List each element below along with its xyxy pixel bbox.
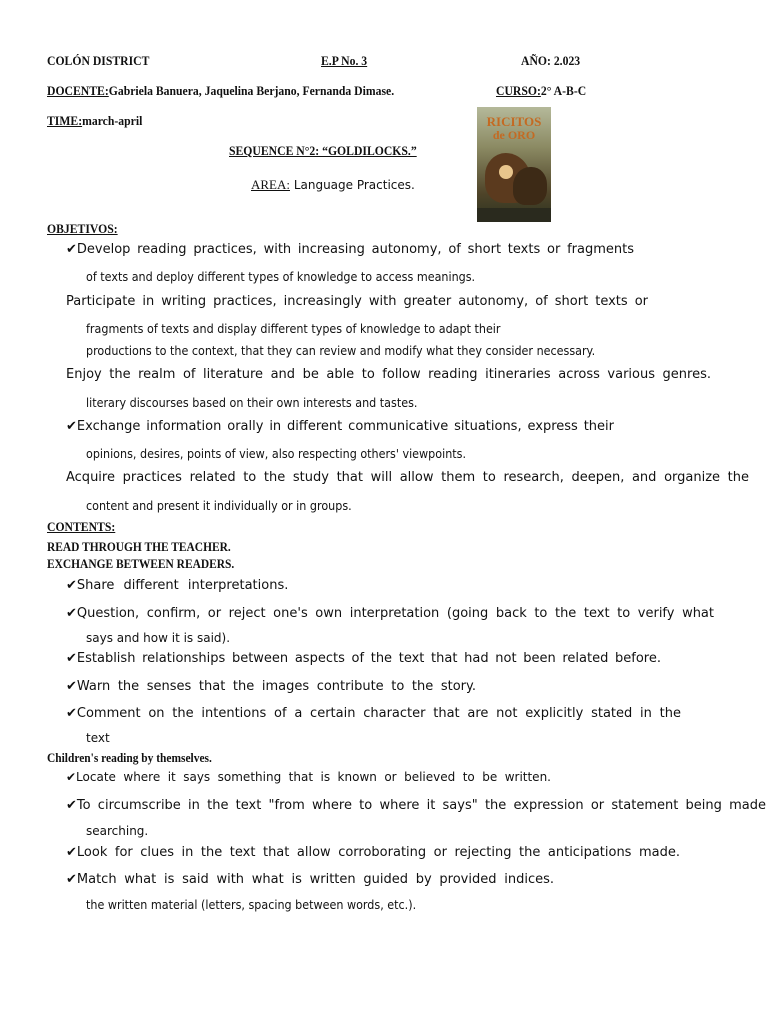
content-line: ✔To circumscribe in the text "from where to where it says" the expression or statement being made: [66, 798, 766, 813]
book-cover-title: RICITOS: [486, 114, 542, 129]
year-label: AÑO: 2.023: [521, 53, 581, 68]
objectives-heading: OBJETIVOS:: [47, 221, 118, 236]
time-label: TIME:: [47, 113, 83, 128]
content-line: the written material (letters, spacing between words, etc.).: [86, 898, 417, 912]
contents-subheading: Children's reading by themselves.: [47, 750, 212, 765]
objective-line: fragments of texts and display different types of knowledge to adapt their: [86, 322, 501, 336]
sequence-title: SEQUENCE N°2: “GOLDILOCKS.”: [229, 143, 417, 158]
objective-line: productions to the context, that they can review and modify what they consider necessary.: [86, 344, 596, 358]
book-cover-image: [477, 107, 551, 222]
content-line: ✔Share different interpretations.: [66, 578, 289, 593]
time-value: march-april: [82, 113, 143, 128]
content-line: ✔Match what is said with what is written guided by provided indices.: [66, 872, 554, 887]
area-line: [251, 174, 415, 193]
objective-line: literary discourses based on their own interests and tastes.: [86, 396, 418, 410]
area-value: Language Practices.: [290, 178, 415, 192]
course-label: CURSO:: [496, 83, 541, 98]
objective-line: ✔Develop reading practices, with increasing autonomy, of short texts or fragments: [66, 242, 634, 257]
book-cover-subtitle: de ORO: [492, 128, 536, 142]
area-label: AREA:: [251, 177, 290, 192]
content-line: ✔Warn the senses that the images contribute to the story.: [66, 679, 476, 694]
objective-line: ✔Exchange information orally in different communicative situations, express their: [66, 419, 614, 434]
course-line: [496, 83, 586, 99]
content-line: searching.: [86, 824, 149, 838]
district-label: COLÓN DISTRICT: [47, 53, 150, 68]
teacher-names: Gabriela Banuera, Jaquelina Berjano, Fernanda Dimase.: [108, 83, 395, 98]
content-line: text: [86, 731, 110, 745]
cover-footer-strip: [477, 208, 551, 222]
teacher-label: DOCENTE:: [47, 83, 109, 98]
objective-line: Participate in writing practices, increasingly with greater autonomy, of short texts or: [66, 294, 648, 309]
objective-line: of texts and deploy different types of knowledge to access meanings.: [86, 270, 476, 284]
contents-heading: CONTENTS:: [47, 519, 116, 534]
content-line: ✔Locate where it says something that is known or believed to be written.: [66, 770, 551, 784]
time-line: [47, 113, 142, 129]
content-line: ✔Establish relationships between aspects of the text that had not been related before.: [66, 651, 661, 666]
course-value: 2° A-B-C: [540, 83, 587, 98]
content-line: ✔Comment on the intentions of a certain character that are not explicitly stated in the: [66, 706, 681, 721]
objective-line: content and present it individually or in groups.: [86, 499, 352, 513]
school-label: E.P No. 3: [321, 53, 368, 68]
content-line: ✔Look for clues in the text that allow corroborating or rejecting the anticipations made.: [66, 845, 680, 860]
teacher-line: [47, 83, 394, 99]
bear-illustration: [513, 167, 547, 205]
objective-line: Enjoy the realm of literature and be able to follow reading itineraries across various genres.: [66, 367, 711, 382]
contents-subheading: READ THROUGH THE TEACHER.: [47, 539, 231, 554]
girl-illustration: [499, 165, 513, 179]
contents-subheading: EXCHANGE BETWEEN READERS.: [47, 556, 235, 571]
content-line: ✔Question, confirm, or reject one's own interpretation (going back to the text to verify what: [66, 606, 714, 621]
content-line: says and how it is said).: [86, 631, 231, 645]
objective-line: Acquire practices related to the study that will allow them to research, deepen, and organize the: [66, 470, 749, 485]
objective-line: opinions, desires, points of view, also respecting others' viewpoints.: [86, 447, 467, 461]
